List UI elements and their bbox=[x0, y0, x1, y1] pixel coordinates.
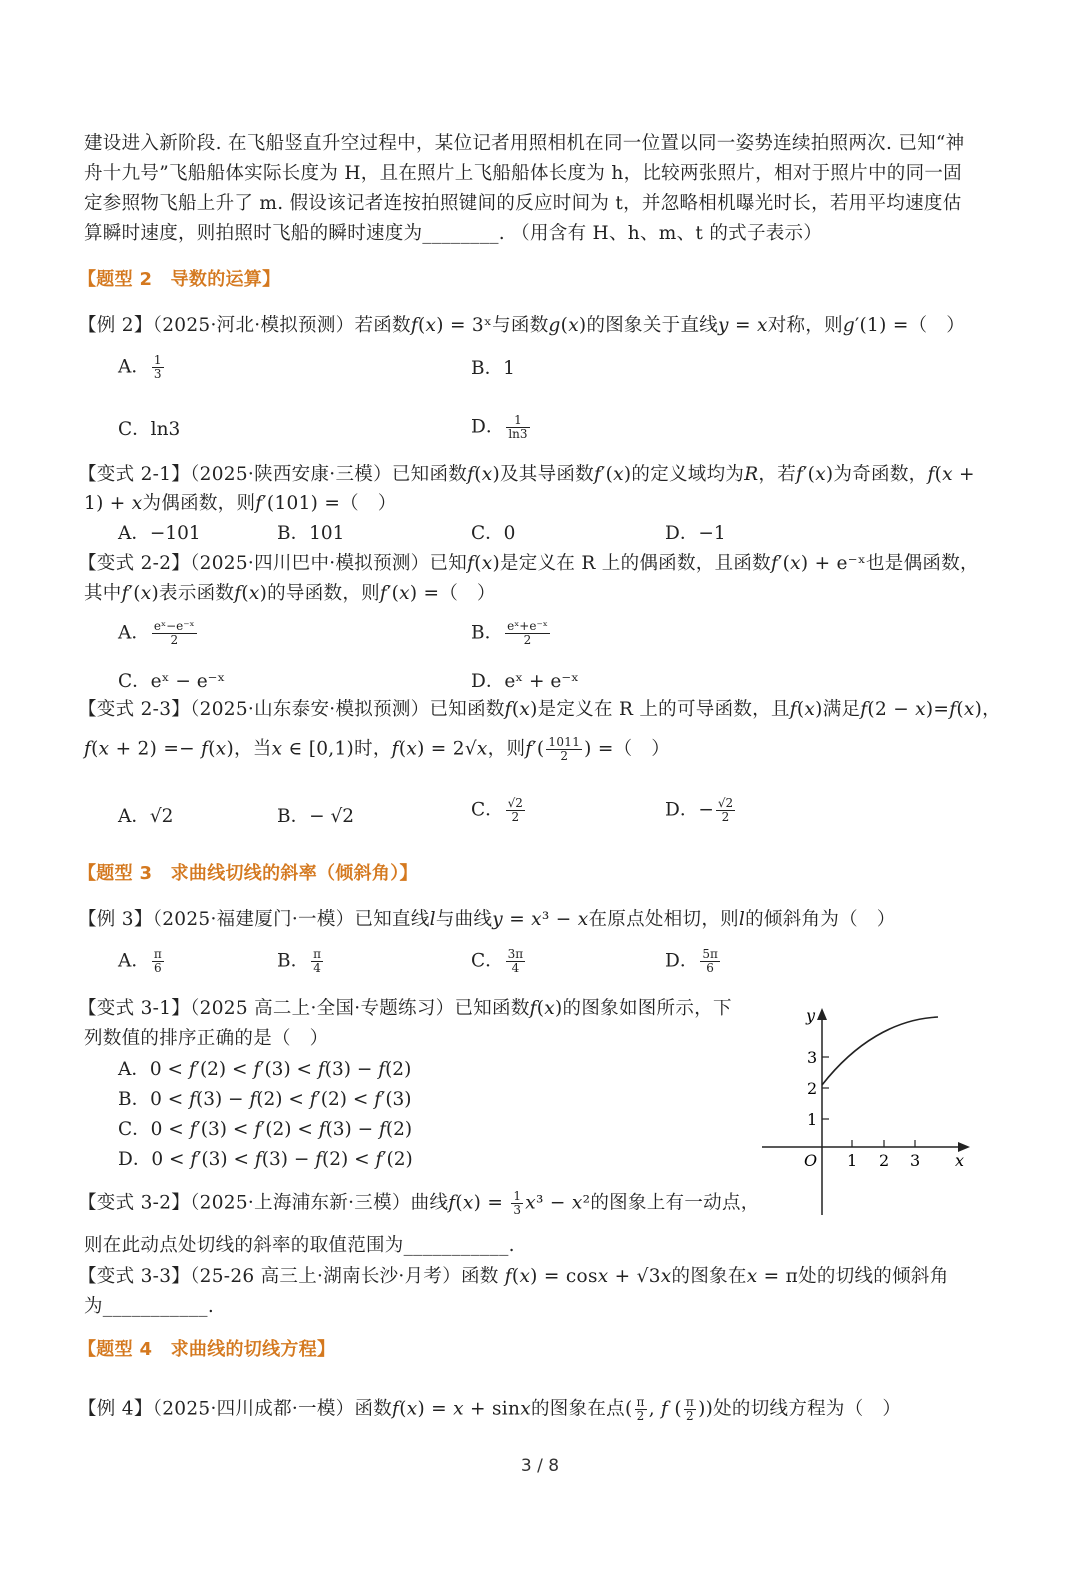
y-tick-label-3: 3 bbox=[807, 1048, 818, 1067]
example-2-option-a: A． $\frac{1}{3}$ bbox=[118, 353, 162, 381]
variant-2-2-line-1: 【变式 2-2】（2025·四川巴中·模拟预测）已知𝑓(𝑥)是定义在 R 上的偶函数，且函数𝑓′(𝑥) + e⁻ˣ也是偶函数， bbox=[78, 553, 979, 574]
example-2-question: 【例 2】（2025·河北·模拟预测）若函数𝑓(𝑥) = 3ˣ与函数𝑔(𝑥)的图象关于直线𝑦 = 𝑥对称，则𝑔′(1) =（ ） bbox=[78, 315, 966, 336]
x-tick-label-2: 2 bbox=[879, 1151, 890, 1170]
example-2-option-d: D． $\frac{1}{\ln 3}$ bbox=[471, 413, 528, 441]
y-tick-label-1: 1 bbox=[807, 1110, 818, 1129]
y-tick-label-2: 2 bbox=[807, 1079, 818, 1098]
variant-2-3-option-b: B．− √2 bbox=[277, 806, 355, 827]
example-4-question: 【例 4】（2025·四川成都·一模）函数𝑓(𝑥) = 𝑥 + sin𝑥的图象在点( $\frac{\pi}{2}$ , 𝑓 ( $\frac{\pi}{2}$ ))处的切线方程为（ ） bbox=[78, 1395, 902, 1423]
variant-3-1-line-1: 【变式 3-1】（2025 高二上·全国·专题练习）已知函数𝑓(𝑥)的图象如图所示，下 bbox=[78, 998, 732, 1019]
variant-2-3-option-c: C． $\frac{√2}{2}$ bbox=[471, 796, 523, 824]
function-graph bbox=[760, 1003, 975, 1218]
variant-3-1-option-d: D．0 < 𝑓′(3) < 𝑓(3) − 𝑓(2) < 𝑓′(2) bbox=[118, 1149, 413, 1170]
intro-line-2: 舟十九号”飞船船体实际长度为 H，且在照片上飞船船体长度为 h，比较两张照片，相对于照片中的同一固 bbox=[84, 163, 962, 184]
variant-2-1-line-1: 【变式 2-1】（2025·陕西安康·三模）已知函数𝑓(𝑥)及其导函数𝑓′(𝑥)的定义域均为𝑅，若𝑓′(𝑥)为奇函数，𝑓(𝑥 + bbox=[78, 464, 975, 485]
intro-line-4: 算瞬时速度，则拍照时飞船的瞬时速度为________. （用含有 H、h、m、t 的式子表示） bbox=[84, 223, 823, 244]
function-curve bbox=[822, 1017, 938, 1085]
origin-label: O bbox=[804, 1151, 818, 1170]
variant-2-3-line-2: 𝑓(𝑥 + 2) =− 𝑓(𝑥)，当𝑥 ∈ [0,1)时，𝑓(𝑥) = 2√𝑥，则𝑓′( $\frac{1011}{2}$ ) =（ ） bbox=[84, 735, 671, 763]
variant-2-2-option-a: A． $\frac{\text{eˣ−e⁻ˣ}}{2}$ bbox=[118, 619, 195, 647]
variant-3-2-line-1: 【变式 3-2】（2025·上海浦东新·三模）曲线𝑓(𝑥) = $\frac{1}{3}$ 𝑥³ − 𝑥²的图象上有一动点， bbox=[78, 1189, 760, 1217]
x-tick-label-1: 1 bbox=[847, 1151, 858, 1170]
variant-2-3-line-1: 【变式 2-3】（2025·山东泰安·模拟预测）已知函数𝑓(𝑥)是定义在 R 上的可导函数，且𝑓(𝑥)满足𝑓(2 − 𝑥)=𝑓(𝑥)， bbox=[78, 699, 1001, 720]
variant-3-1-option-c: C．0 < 𝑓′(3) < 𝑓′(2) < 𝑓(3) − 𝑓(2) bbox=[118, 1119, 413, 1140]
y-axis-arrow-icon bbox=[817, 1008, 827, 1020]
intro-line-3: 定参照物飞船上升了 m. 假设该记者连按拍照键间的反应时间为 t，并忽略相机曝光时长，若用平均速度估 bbox=[84, 193, 962, 214]
variant-2-1-line-2: 1) + 𝑥为偶函数，则𝑓′(101) =（ ） bbox=[84, 493, 397, 514]
variant-2-2-option-d: D．eˣ + e⁻ˣ bbox=[471, 671, 579, 692]
example-3-option-d: D． $\frac{5\pi}{6}$ bbox=[665, 947, 718, 975]
example-3-option-c: C． $\frac{3\pi}{4}$ bbox=[471, 947, 524, 975]
variant-3-1-option-a: A．0 < 𝑓′(2) < 𝑓′(3) < 𝑓(3) − 𝑓(2) bbox=[118, 1059, 412, 1080]
intro-line-1: 建设进入新阶段. 在飞船竖直升空过程中，某位记者用照相机在同一位置以同一姿势连续拍照两次. 已知“神 bbox=[84, 133, 965, 154]
y-axis-label: y bbox=[806, 1006, 816, 1025]
example-2-option-c: C．ln3 bbox=[118, 419, 181, 440]
variant-2-1-option-d: D．−1 bbox=[665, 523, 726, 544]
variant-2-2-option-c: C．eˣ − e⁻ˣ bbox=[118, 671, 226, 692]
variant-2-1-option-a: A．−101 bbox=[118, 523, 201, 544]
example-2-option-b: B．1 bbox=[471, 358, 515, 379]
variant-3-3-line-2: 为___________. bbox=[84, 1296, 215, 1317]
x-tick-label-3: 3 bbox=[910, 1151, 921, 1170]
variant-3-1-option-b: B．0 < 𝑓(3) − 𝑓(2) < 𝑓′(2) < 𝑓′(3) bbox=[118, 1089, 412, 1110]
page-number: 3 / 8 bbox=[520, 1456, 560, 1476]
variant-2-3-option-d: D．− $\frac{√2}{2}$ bbox=[665, 796, 734, 824]
variant-3-3-line-1: 【变式 3-3】（25-26 高三上·湖南长沙·月考）函数 𝑓(𝑥) = cos𝑥 + √3𝑥的图象在𝑥 = π处的切线的倾斜角 bbox=[78, 1266, 949, 1287]
variant-2-2-option-b: B． $\frac{\text{eˣ+e⁻ˣ}}{2}$ bbox=[471, 619, 548, 647]
variant-2-1-option-c: C．0 bbox=[471, 523, 516, 544]
variant-2-3-option-a: A．√2 bbox=[118, 806, 174, 827]
example-3-question: 【例 3】（2025·福建厦门·一模）已知直线𝑙与曲线𝑦 = 𝑥³ − 𝑥在原点处相切，则𝑙的倾斜角为（ ） bbox=[78, 909, 896, 930]
section-heading-type3: 【题型 3 求曲线切线的斜率（倾斜角）】 bbox=[78, 863, 418, 884]
section-heading-type4: 【题型 4 求曲线的切线方程】 bbox=[78, 1339, 336, 1360]
section-heading-type2: 【题型 2 导数的运算】 bbox=[78, 269, 281, 290]
variant-2-2-line-2: 其中𝑓′(𝑥)表示函数𝑓(𝑥)的导函数，则𝑓′(𝑥) =（ ） bbox=[84, 583, 496, 604]
variant-2-1-option-b: B．101 bbox=[277, 523, 345, 544]
example-3-option-b: B． $\frac{\pi}{4}$ bbox=[277, 947, 321, 975]
variant-3-2-line-2: 则在此动点处切线的斜率的取值范围为___________. bbox=[84, 1235, 515, 1256]
variant-3-1-line-2: 列数值的排序正确的是（ ） bbox=[84, 1028, 329, 1049]
example-3-option-a: A． $\frac{\pi}{6}$ bbox=[118, 947, 162, 975]
x-axis-label: x bbox=[955, 1151, 965, 1170]
